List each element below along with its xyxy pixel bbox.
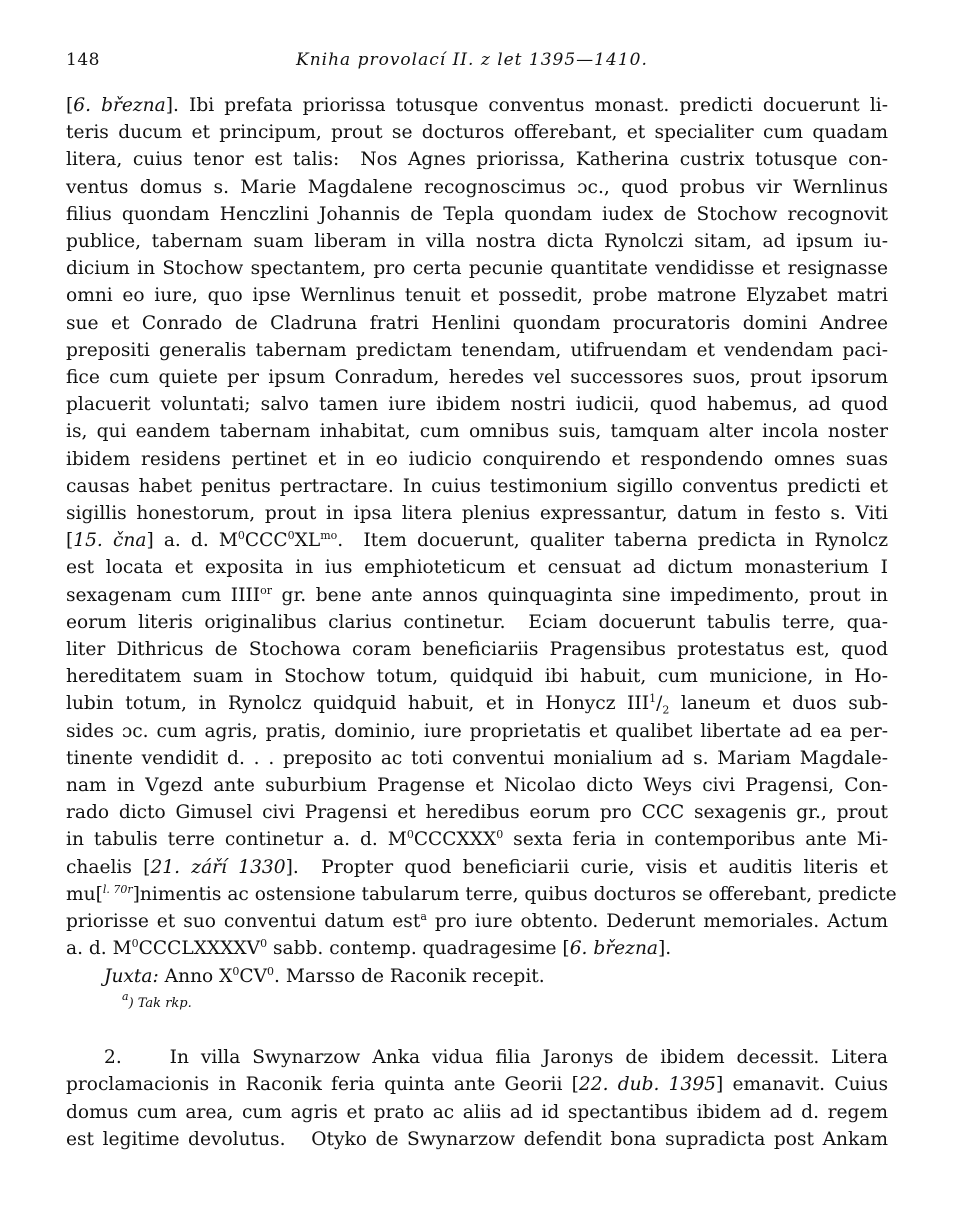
text-line: prepositi generalis tabernam predictam tenendam, utifruendam et vendendam paci- xyxy=(66,339,888,361)
text-line: proclamacionis in Raconik feria quinta ante Georii [22. dub. 1395] emanavit. Cuius xyxy=(66,1074,889,1096)
text-line: [6. března]. Ibi prefata priorissa totusque conventus monast. predicti docuerunt li- xyxy=(66,95,888,116)
text-line: sexagenam cum $IIII^{or}$ gr. bene ante annos quinquaginta sine impedimento, prout in xyxy=(66,583,888,606)
text-line: est legitime devolutus. Otyko de Swynarzow defendit bona supradicta post Ankam xyxy=(66,1128,888,1150)
text-line: [15. čna] a. d. $M^0CCC^0XL^{mo}$. Item docuerunt, qualiter taberna predicta in Rynolcz xyxy=(66,529,888,552)
text-line: eorum literis originalibus clarius continetur. Eciam docuerunt tabulis terre, qua- xyxy=(66,611,888,633)
running-header xyxy=(66,50,888,74)
text-line: filius quondam Henczlini Johannis de Tepla quondam iudex de Stochow recognovit xyxy=(66,203,888,225)
text-line: lubin totum, in Rynolcz quidquid habuit, et in Honycz $III^1/_2$ laneum et duos sub- xyxy=(66,692,888,718)
text-line: hereditatem suam in Stochow totum, quidquid ibi habuit, cum municione, in Ho- xyxy=(66,666,888,688)
footnote: $^a$) Tak rkp. xyxy=(122,989,192,1011)
text-line: domus cum area, cum agris et prato ac aliis ad id spectantibus ibidem ad d. regem xyxy=(66,1101,888,1123)
text-line xyxy=(66,1017,888,1044)
text-line: omni eo iure, quo ipse Wernlinus tenuit et possedit, probe matrone Elyzabet matri xyxy=(66,285,888,307)
text-line: ventus domus s. Marie Magdalene recognoscimus ɔc., quod probus vir Wernlinus xyxy=(66,176,888,198)
running-title: Kniha provolací II. z let 1395—1410. xyxy=(296,50,648,70)
text-line: mu[$^{l. 70r}$]nimentis ac ostensione tabularum terre, quibus docturos se offerebant, predicte xyxy=(66,882,897,905)
text-line: a. d. $M^0CCCLXXXXV^0$ sabb. contemp. quadragesime [6. března]. xyxy=(66,937,672,960)
page-number: 148 xyxy=(66,50,100,70)
text-line: litera, cuius tenor est talis: Nos Agnes priorissa, Katherina custrix totusque con- xyxy=(66,149,888,171)
body-text xyxy=(66,92,897,1153)
text-line: sue et Conrado de Cladruna fratri Henlini quondam procuratoris domini Andree xyxy=(66,312,888,334)
text-line: est locata et exposita in ius emphioteticum et censuat ad dictum monasterium I xyxy=(66,557,888,579)
text-line: sides ɔc. cum agris, pratis, dominio, iure proprietatis et qualibet libertate ad ea per- xyxy=(66,720,888,742)
text-line: publice, tabernam suam liberam in villa nostra dicta Rynolczi sitam, ad ipsum iu- xyxy=(66,231,888,253)
text-line: sigillis honestorum, prout in ipsa litera plenius expressantur, datum in festo s. Viti xyxy=(66,503,888,525)
text-line: rado dicto Gimusel civi Pragensi et heredibus eorum pro CCC sexagenis gr., prout xyxy=(66,802,888,824)
text-line: ibidem residens pertinet et in eo iudicio conquirendo et respondendo omnes suas xyxy=(66,448,888,470)
text-line: chaelis [21. září 1330]. Propter quod beneficiarii curie, visis et auditis literis et xyxy=(66,856,888,878)
text-line: teris ducum et principum, prout se docturos offerebant, et specialiter cum quadam xyxy=(66,122,888,144)
text-line: priorisse et suo conventui datum est$^a$ pro iure obtento. Dederunt memoriales. Actum xyxy=(66,910,888,933)
text-line: Juxta: Anno $X^0CV^0$. Marsso de Raconik recepit. xyxy=(104,964,545,987)
text-line: placuerit voluntati; salvo tamen iure ibidem nostri iudicii, quod habemus, ad quod xyxy=(66,394,888,416)
text-line: fice cum quiete per ipsum Conradum, heredes vel successores suos, prout ipsorum xyxy=(66,367,888,389)
text-line: nam in Vgezd ante suburbium Pragense et Nicolao dicto Weys civi Pragensi, Con- xyxy=(66,775,888,797)
text-line: in tabulis terre continetur a. d. $M^0CCCXXX^0$ sexta feria in contemporibus ante Mi- xyxy=(66,828,888,851)
text-line: 2. In villa Swynarzow Anka vidua filia Jaronys de ibidem decessit. Litera xyxy=(104,1047,888,1069)
text-line: dicium in Stochow spectantem, pro certa pecunie quantitate vendidisse et resignasse xyxy=(66,258,888,280)
text-line: causas habet penitus pertractare. In cuius testimonium sigillo conventus predicti et xyxy=(66,475,888,497)
text-line: tinente vendidit d. . . prepositο ac toti conventui monialium ad s. Mariam Magdale- xyxy=(66,747,888,769)
text-line: liter Dithricus de Stochowa coram beneficiariis Pragensibus protestatus est, quod xyxy=(66,639,888,661)
text-line: is, qui eandem tabernam inhabitat, cum omnibus suis, tamquam alter incola noster xyxy=(66,421,888,443)
